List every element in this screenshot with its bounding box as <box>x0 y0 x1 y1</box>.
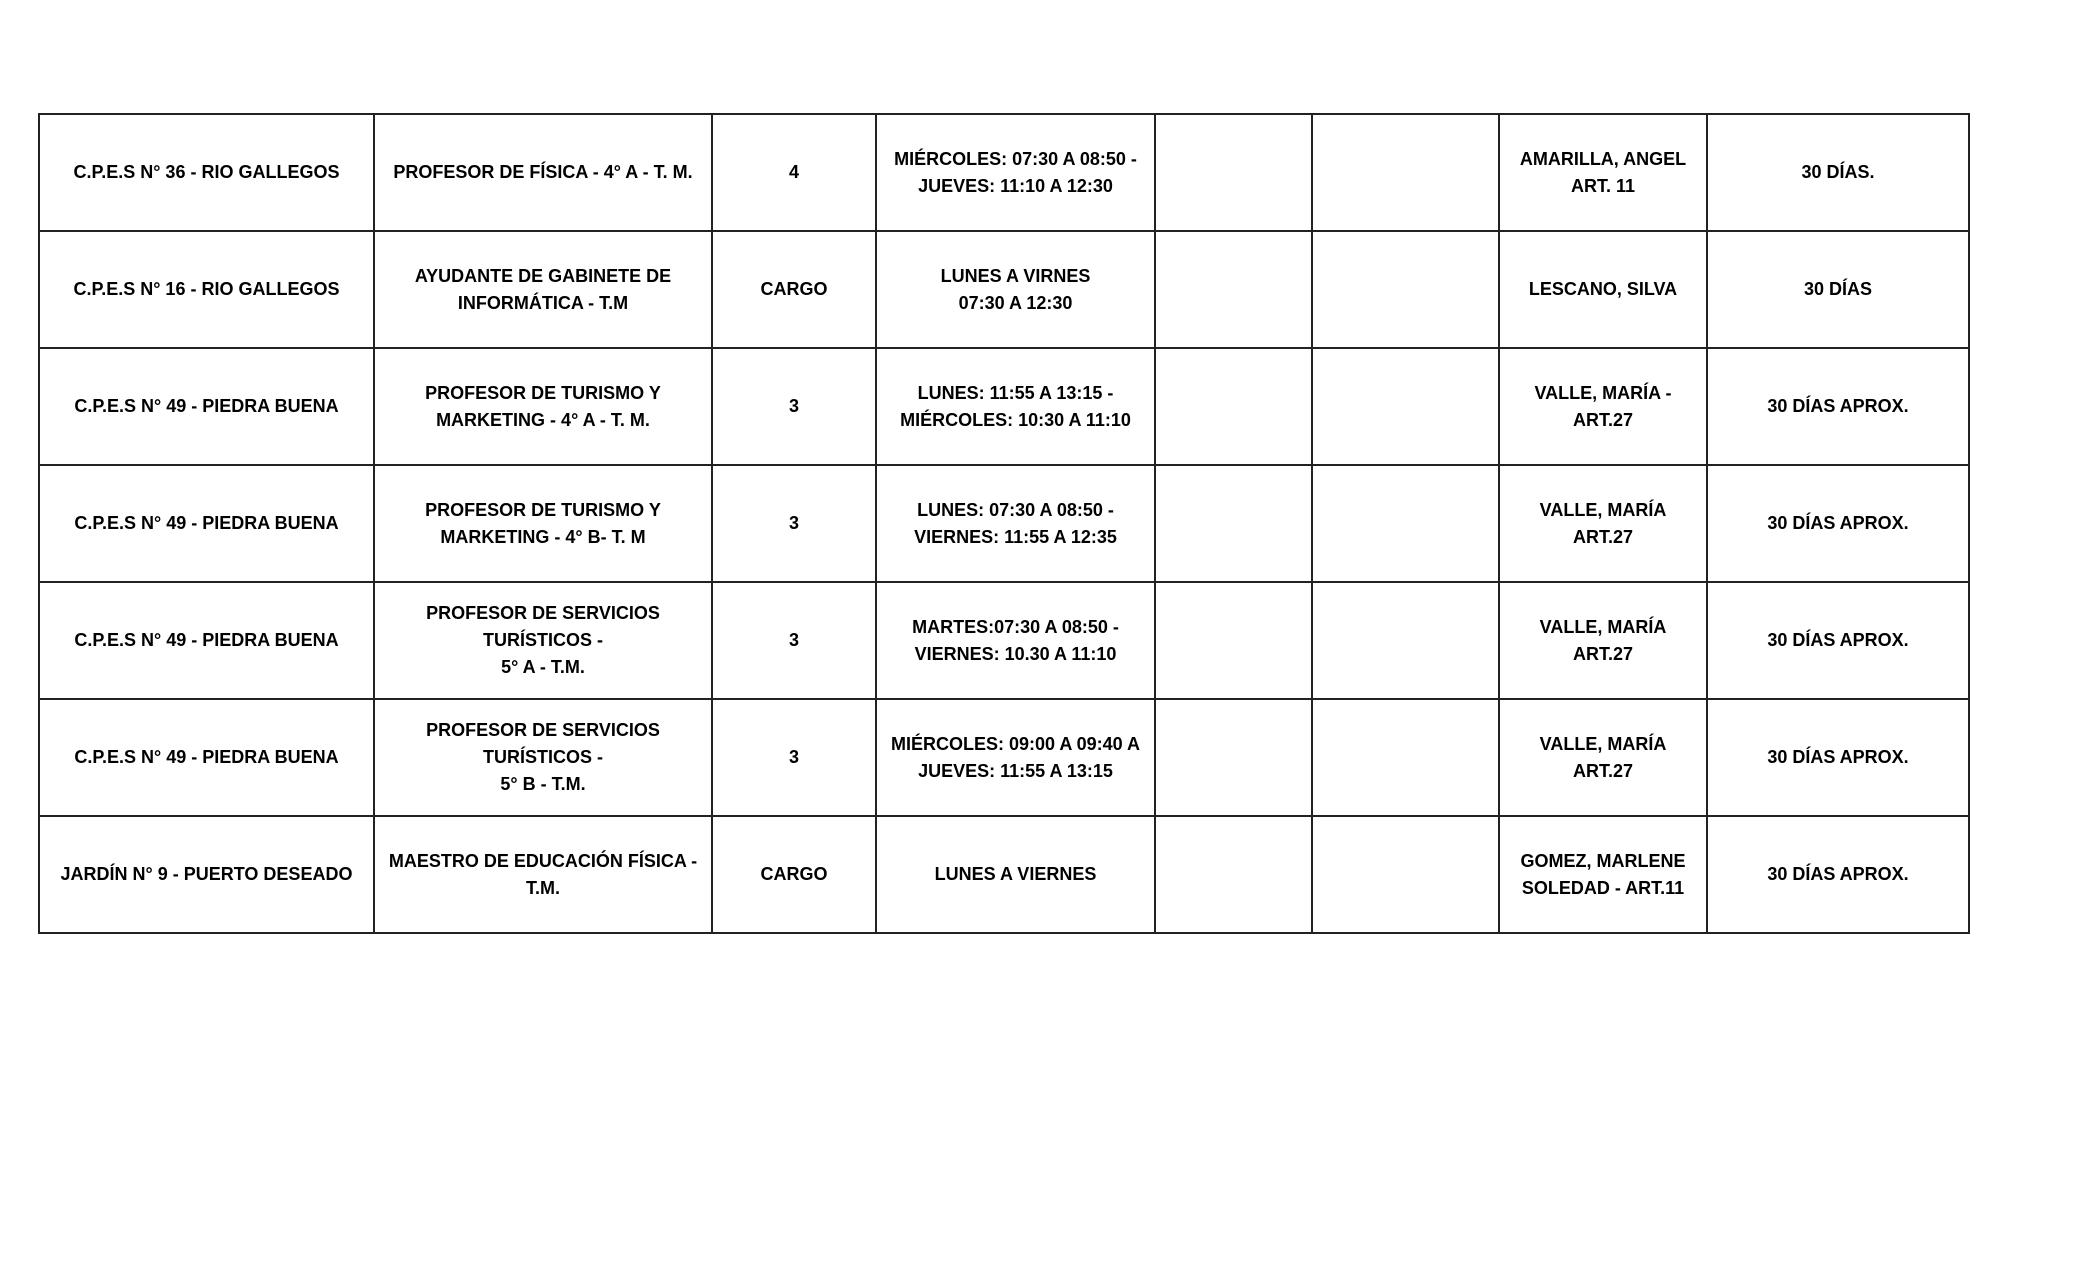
hours-cell: 4 <box>712 114 876 231</box>
school-cell: C.P.E.S N° 49 - PIEDRA BUENA <box>39 348 374 465</box>
duration-cell: 30 DÍAS <box>1707 231 1969 348</box>
empty-cell <box>1312 114 1499 231</box>
empty-cell <box>1155 816 1312 933</box>
hours-cell: 3 <box>712 582 876 699</box>
position-cell: PROFESOR DE SERVICIOS TURÍSTICOS - 5° B - T.M. <box>374 699 712 816</box>
school-cell: C.P.E.S N° 36 - RIO GALLEGOS <box>39 114 374 231</box>
empty-cell <box>1155 465 1312 582</box>
schedule-cell: LUNES: 07:30 A 08:50 - VIERNES: 11:55 A 12:35 <box>876 465 1155 582</box>
duration-cell: 30 DÍAS APROX. <box>1707 582 1969 699</box>
holder-cell: VALLE, MARÍA ART.27 <box>1499 465 1707 582</box>
duration-cell: 30 DÍAS APROX. <box>1707 699 1969 816</box>
schedule-cell: MIÉRCOLES: 07:30 A 08:50 - JUEVES: 11:10 A 12:30 <box>876 114 1155 231</box>
empty-cell <box>1312 465 1499 582</box>
holder-cell: VALLE, MARÍA ART.27 <box>1499 582 1707 699</box>
schedule-cell: LUNES A VIERNES <box>876 816 1155 933</box>
table-row <box>39 348 1969 465</box>
empty-cell <box>1312 582 1499 699</box>
table-row <box>39 114 1969 231</box>
duration-cell: 30 DÍAS. <box>1707 114 1969 231</box>
holder-cell: AMARILLA, ANGEL ART. 11 <box>1499 114 1707 231</box>
holder-cell: GOMEZ, MARLENE SOLEDAD - ART.11 <box>1499 816 1707 933</box>
empty-cell <box>1312 699 1499 816</box>
duration-cell: 30 DÍAS APROX. <box>1707 465 1969 582</box>
school-cell: C.P.E.S N° 49 - PIEDRA BUENA <box>39 699 374 816</box>
position-cell: PROFESOR DE TURISMO Y MARKETING - 4° B- T. M <box>374 465 712 582</box>
position-cell: PROFESOR DE SERVICIOS TURÍSTICOS - 5° A - T.M. <box>374 582 712 699</box>
hours-cell: 3 <box>712 465 876 582</box>
school-cell: C.P.E.S N° 49 - PIEDRA BUENA <box>39 465 374 582</box>
empty-cell <box>1312 348 1499 465</box>
table-row <box>39 582 1969 699</box>
table-row <box>39 816 1969 933</box>
table-row <box>39 231 1969 348</box>
empty-cell <box>1155 114 1312 231</box>
holder-cell: VALLE, MARÍA ART.27 <box>1499 699 1707 816</box>
hours-cell: CARGO <box>712 231 876 348</box>
empty-cell <box>1312 816 1499 933</box>
table-row <box>39 699 1969 816</box>
position-cell: PROFESOR DE FÍSICA - 4° A - T. M. <box>374 114 712 231</box>
holder-cell: LESCANO, SILVA <box>1499 231 1707 348</box>
empty-cell <box>1155 348 1312 465</box>
schedule-cell: LUNES: 11:55 A 13:15 - MIÉRCOLES: 10:30 A 11:10 <box>876 348 1155 465</box>
position-cell: MAESTRO DE EDUCACIÓN FÍSICA - T.M. <box>374 816 712 933</box>
holder-cell: VALLE, MARÍA - ART.27 <box>1499 348 1707 465</box>
empty-cell <box>1312 231 1499 348</box>
empty-cell <box>1155 699 1312 816</box>
hours-cell: 3 <box>712 699 876 816</box>
duration-cell: 30 DÍAS APROX. <box>1707 816 1969 933</box>
hours-cell: CARGO <box>712 816 876 933</box>
empty-cell <box>1155 231 1312 348</box>
position-cell: AYUDANTE DE GABINETE DE INFORMÁTICA - T.M <box>374 231 712 348</box>
schedule-cell: LUNES A VIRNES 07:30 A 12:30 <box>876 231 1155 348</box>
schedule-cell: MARTES:07:30 A 08:50 - VIERNES: 10.30 A 11:10 <box>876 582 1155 699</box>
table-row <box>39 465 1969 582</box>
schedule-cell: MIÉRCOLES: 09:00 A 09:40 A JUEVES: 11:55 A 13:15 <box>876 699 1155 816</box>
school-cell: C.P.E.S N° 16 - RIO GALLEGOS <box>39 231 374 348</box>
school-cell: C.P.E.S N° 49 - PIEDRA BUENA <box>39 582 374 699</box>
hours-cell: 3 <box>712 348 876 465</box>
empty-cell <box>1155 582 1312 699</box>
position-cell: PROFESOR DE TURISMO Y MARKETING - 4° A - T. M. <box>374 348 712 465</box>
duration-cell: 30 DÍAS APROX. <box>1707 348 1969 465</box>
school-cell: JARDÍN N° 9 - PUERTO DESEADO <box>39 816 374 933</box>
vacancy-table <box>38 113 1970 934</box>
